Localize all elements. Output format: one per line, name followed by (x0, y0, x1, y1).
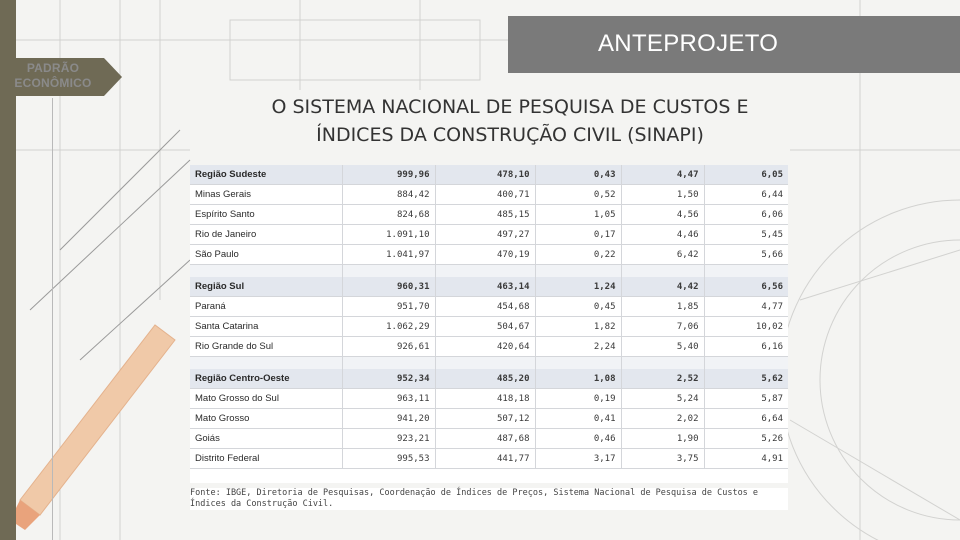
category-badge (0, 58, 122, 96)
sinapi-cost-table (190, 165, 788, 483)
row-label-cell: Rio de Janeiro (190, 225, 342, 245)
table-row (190, 409, 788, 429)
value-cell-5: 6,16 (704, 337, 788, 357)
table-row (190, 185, 788, 205)
value-cell-5: 5,62 (704, 369, 788, 389)
table-spacer-row (190, 265, 788, 278)
row-label-cell: Mato Grosso do Sul (190, 389, 342, 409)
slide-subtitle (190, 93, 830, 149)
table-spacer-row (190, 357, 788, 370)
value-cell-2: 504,67 (435, 317, 535, 337)
spacer-cell (535, 357, 621, 370)
value-cell-4: 4,47 (621, 165, 704, 185)
region-header-row (190, 165, 788, 185)
value-cell-4: 2,02 (621, 409, 704, 429)
value-cell-1: 951,70 (342, 297, 435, 317)
value-cell-4: 4,56 (621, 205, 704, 225)
row-label-cell: Santa Catarina (190, 317, 342, 337)
value-cell-3: 0,22 (535, 245, 621, 265)
spacer-cell (704, 357, 788, 370)
value-cell-3: 1,82 (535, 317, 621, 337)
spacer-cell (342, 265, 435, 278)
value-cell-4: 7,06 (621, 317, 704, 337)
badge-label-line1: PADRÃO (26, 61, 80, 75)
subtitle-line2: ÍNDICES DA CONSTRUÇÃO CIVIL (SINAPI) (316, 124, 704, 146)
header-title: ANTEPROJETO (598, 30, 779, 57)
row-label-cell: Minas Gerais (190, 185, 342, 205)
value-cell-1: 960,31 (342, 277, 435, 297)
value-cell-3: 0,43 (535, 165, 621, 185)
value-cell-1: 1.041,97 (342, 245, 435, 265)
spacer-cell (342, 357, 435, 370)
spacer-cell (535, 265, 621, 278)
row-label-cell: Mato Grosso (190, 409, 342, 429)
value-cell-1: 941,20 (342, 409, 435, 429)
value-cell-2: 485,20 (435, 369, 535, 389)
value-cell-1: 1.062,29 (342, 317, 435, 337)
value-cell-4: 1,85 (621, 297, 704, 317)
value-cell-2: 400,71 (435, 185, 535, 205)
value-cell-4: 2,52 (621, 369, 704, 389)
value-cell-3: 0,52 (535, 185, 621, 205)
table-row (190, 389, 788, 409)
value-cell-3: 0,19 (535, 389, 621, 409)
value-cell-3: 0,17 (535, 225, 621, 245)
value-cell-5: 10,02 (704, 317, 788, 337)
vertical-divider-line (52, 98, 53, 540)
value-cell-2: 441,77 (435, 449, 535, 469)
value-cell-4: 5,24 (621, 389, 704, 409)
value-cell-5: 5,66 (704, 245, 788, 265)
row-label-cell: Região Centro-Oeste (190, 369, 342, 389)
value-cell-2: 497,27 (435, 225, 535, 245)
value-cell-5: 5,26 (704, 429, 788, 449)
row-label-cell: Região Sul (190, 277, 342, 297)
table-row (190, 225, 788, 245)
row-label-cell: Região Sudeste (190, 165, 342, 185)
value-cell-1: 995,53 (342, 449, 435, 469)
value-cell-5: 6,05 (704, 165, 788, 185)
badge-label (0, 61, 106, 91)
value-cell-5: 4,91 (704, 449, 788, 469)
value-cell-4: 4,42 (621, 277, 704, 297)
value-cell-5: 6,06 (704, 205, 788, 225)
value-cell-2: 485,15 (435, 205, 535, 225)
source-note: Fonte: IBGE, Diretoria de Pesquisas, Coordenação de Índices de Preços, Sistema Nacional de Pesquisa de Custos e Índices da Construção Civil. (190, 488, 788, 510)
value-cell-3: 1,24 (535, 277, 621, 297)
table-body (190, 165, 788, 469)
spacer-cell (621, 357, 704, 370)
value-cell-3: 1,05 (535, 205, 621, 225)
value-cell-2: 470,19 (435, 245, 535, 265)
value-cell-4: 1,90 (621, 429, 704, 449)
value-cell-5: 5,87 (704, 389, 788, 409)
spacer-cell (435, 357, 535, 370)
value-cell-1: 824,68 (342, 205, 435, 225)
value-cell-1: 926,61 (342, 337, 435, 357)
value-cell-4: 5,40 (621, 337, 704, 357)
value-cell-1: 999,96 (342, 165, 435, 185)
value-cell-5: 5,45 (704, 225, 788, 245)
badge-label-line2: ECONÔMICO (14, 76, 92, 90)
table-row (190, 429, 788, 449)
value-cell-3: 3,17 (535, 449, 621, 469)
table-row (190, 317, 788, 337)
value-cell-1: 884,42 (342, 185, 435, 205)
spacer-cell (435, 265, 535, 278)
table-row (190, 449, 788, 469)
row-label-cell: Paraná (190, 297, 342, 317)
spacer-cell (190, 265, 342, 278)
value-cell-3: 0,46 (535, 429, 621, 449)
value-cell-4: 4,46 (621, 225, 704, 245)
spacer-cell (621, 265, 704, 278)
table-row (190, 245, 788, 265)
value-cell-2: 420,64 (435, 337, 535, 357)
value-cell-4: 1,50 (621, 185, 704, 205)
row-label-cell: Distrito Federal (190, 449, 342, 469)
spacer-cell (704, 265, 788, 278)
value-cell-2: 418,18 (435, 389, 535, 409)
region-header-row (190, 369, 788, 389)
value-cell-3: 0,41 (535, 409, 621, 429)
value-cell-5: 6,44 (704, 185, 788, 205)
value-cell-4: 6,42 (621, 245, 704, 265)
value-cell-1: 1.091,10 (342, 225, 435, 245)
row-label-cell: Espírito Santo (190, 205, 342, 225)
value-cell-2: 487,68 (435, 429, 535, 449)
table-row (190, 205, 788, 225)
header-banner (508, 16, 960, 73)
value-cell-5: 6,56 (704, 277, 788, 297)
value-cell-1: 952,34 (342, 369, 435, 389)
spacer-cell (190, 357, 342, 370)
value-cell-5: 4,77 (704, 297, 788, 317)
row-label-cell: Goiás (190, 429, 342, 449)
value-cell-1: 923,21 (342, 429, 435, 449)
cost-table (190, 165, 788, 469)
value-cell-2: 478,10 (435, 165, 535, 185)
value-cell-2: 507,12 (435, 409, 535, 429)
region-header-row (190, 277, 788, 297)
value-cell-3: 0,45 (535, 297, 621, 317)
value-cell-1: 963,11 (342, 389, 435, 409)
row-label-cell: São Paulo (190, 245, 342, 265)
table-row (190, 337, 788, 357)
value-cell-4: 3,75 (621, 449, 704, 469)
value-cell-2: 463,14 (435, 277, 535, 297)
table-row (190, 297, 788, 317)
value-cell-5: 6,64 (704, 409, 788, 429)
value-cell-2: 454,68 (435, 297, 535, 317)
row-label-cell: Rio Grande do Sul (190, 337, 342, 357)
value-cell-3: 1,08 (535, 369, 621, 389)
subtitle-line1: O SISTEMA NACIONAL DE PESQUISA DE CUSTOS E (271, 96, 749, 118)
value-cell-3: 2,24 (535, 337, 621, 357)
